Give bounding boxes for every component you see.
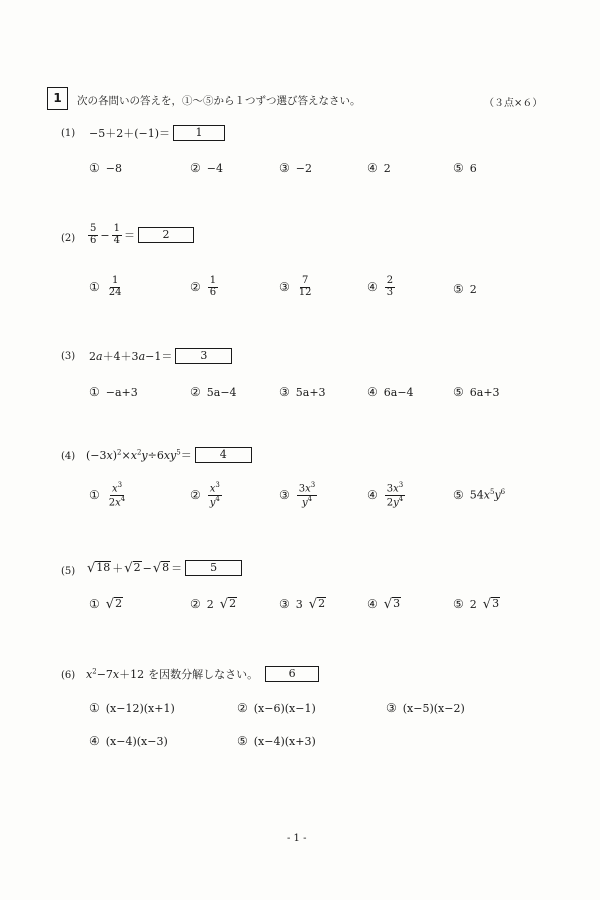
choice-1[interactable]: ① √ 2 xyxy=(89,596,123,612)
choice-4[interactable]: ④ 6a−4 xyxy=(367,385,414,399)
problem-5-expression: √ 18 ＋ √ 2 − √ 8 ＝ 5 xyxy=(87,560,242,576)
choice-2[interactable]: ② $\frac{1}{6}$ xyxy=(190,275,217,298)
choice-2[interactable]: ② $\frac{x^3}{y^4}$ xyxy=(190,481,220,509)
choice-4[interactable]: ④ √ 3 xyxy=(367,596,401,612)
choice-4[interactable]: ④ $\frac{3x^3}{2y^4}$ xyxy=(367,481,404,509)
problem-label: (2) xyxy=(61,233,76,244)
choice-1[interactable]: ① (x−12)(x+1) xyxy=(89,701,175,715)
problem-4-expression: $(-3x)^2\times x^2y\div 6xy^5=$ 4 xyxy=(86,447,252,463)
problem-label: (5) xyxy=(61,566,76,577)
answer-box[interactable]: 6 xyxy=(265,666,319,682)
problem-label: (3) xyxy=(61,351,76,362)
choice-3[interactable]: ③ −2 xyxy=(279,161,312,175)
choice-5[interactable]: ⑤ 6a+3 xyxy=(453,385,500,399)
choice-3[interactable]: ③ $\frac{3x^3}{y^4}$ xyxy=(279,481,316,509)
problem-label: (1) xyxy=(61,128,76,139)
problem-3-expression: 2a＋4＋3a−1＝ 3 xyxy=(89,348,232,364)
problem-6-expression: $x^2-7x+12$ を因数分解しなさい。 6 xyxy=(86,666,319,682)
instruction-text: 次の各問いの答えを，①〜⑤から１つずつ選び答えなさい。 xyxy=(77,95,361,107)
choice-4[interactable]: ④ $\frac{2}{3}$ xyxy=(367,275,394,298)
problem-2-expression: $\frac{5}{6}$ − $\frac{1}{4}$ ＝ 2 xyxy=(87,224,194,246)
choice-5[interactable]: ⑤ $54x^5y^6$ xyxy=(453,488,506,502)
choice-1[interactable]: ① $\frac{x^3}{2x^4}$ xyxy=(89,481,126,509)
choice-2[interactable]: ② 5a−4 xyxy=(190,385,237,399)
choice-3[interactable]: ③ $\frac{7}{12}$ xyxy=(279,275,312,298)
page-number: - 1 - xyxy=(287,833,307,844)
choice-1[interactable]: ① $\frac{1}{24}$ xyxy=(89,275,122,298)
choice-4[interactable]: ④ 2 xyxy=(367,161,391,175)
choice-2[interactable]: ② −4 xyxy=(190,161,223,175)
problem-1-expression: −5＋2＋(−1)＝ 1 xyxy=(89,125,225,141)
choice-5[interactable]: ⑤ 6 xyxy=(453,161,477,175)
answer-box[interactable]: 1 xyxy=(173,125,225,141)
points-text: （３点×６） xyxy=(484,98,543,109)
choice-4[interactable]: ④ (x−4)(x−3) xyxy=(89,734,168,748)
choice-3[interactable]: ③ (x−5)(x−2) xyxy=(386,701,465,715)
problem-label: (6) xyxy=(61,670,76,681)
choice-5[interactable]: ⑤ 2 xyxy=(453,282,477,296)
choice-5[interactable]: ⑤ (x−4)(x+3) xyxy=(237,734,316,748)
answer-box[interactable]: 2 xyxy=(138,227,194,243)
answer-box[interactable]: 5 xyxy=(185,560,242,576)
question-number-box: 1 xyxy=(47,87,68,110)
answer-box[interactable]: 3 xyxy=(175,348,232,364)
choice-1[interactable]: ① −8 xyxy=(89,161,122,175)
choice-2[interactable]: ② 2 √ 2 xyxy=(190,596,237,612)
choice-5[interactable]: ⑤ 2 √ 3 xyxy=(453,596,500,612)
choice-2[interactable]: ② (x−6)(x−1) xyxy=(237,701,316,715)
problem-label: (4) xyxy=(61,451,76,462)
choice-3[interactable]: ③ 3 √ 2 xyxy=(279,596,326,612)
choice-3[interactable]: ③ 5a+3 xyxy=(279,385,326,399)
choice-1[interactable]: ① −a+3 xyxy=(89,385,138,399)
answer-box[interactable]: 4 xyxy=(195,447,252,463)
